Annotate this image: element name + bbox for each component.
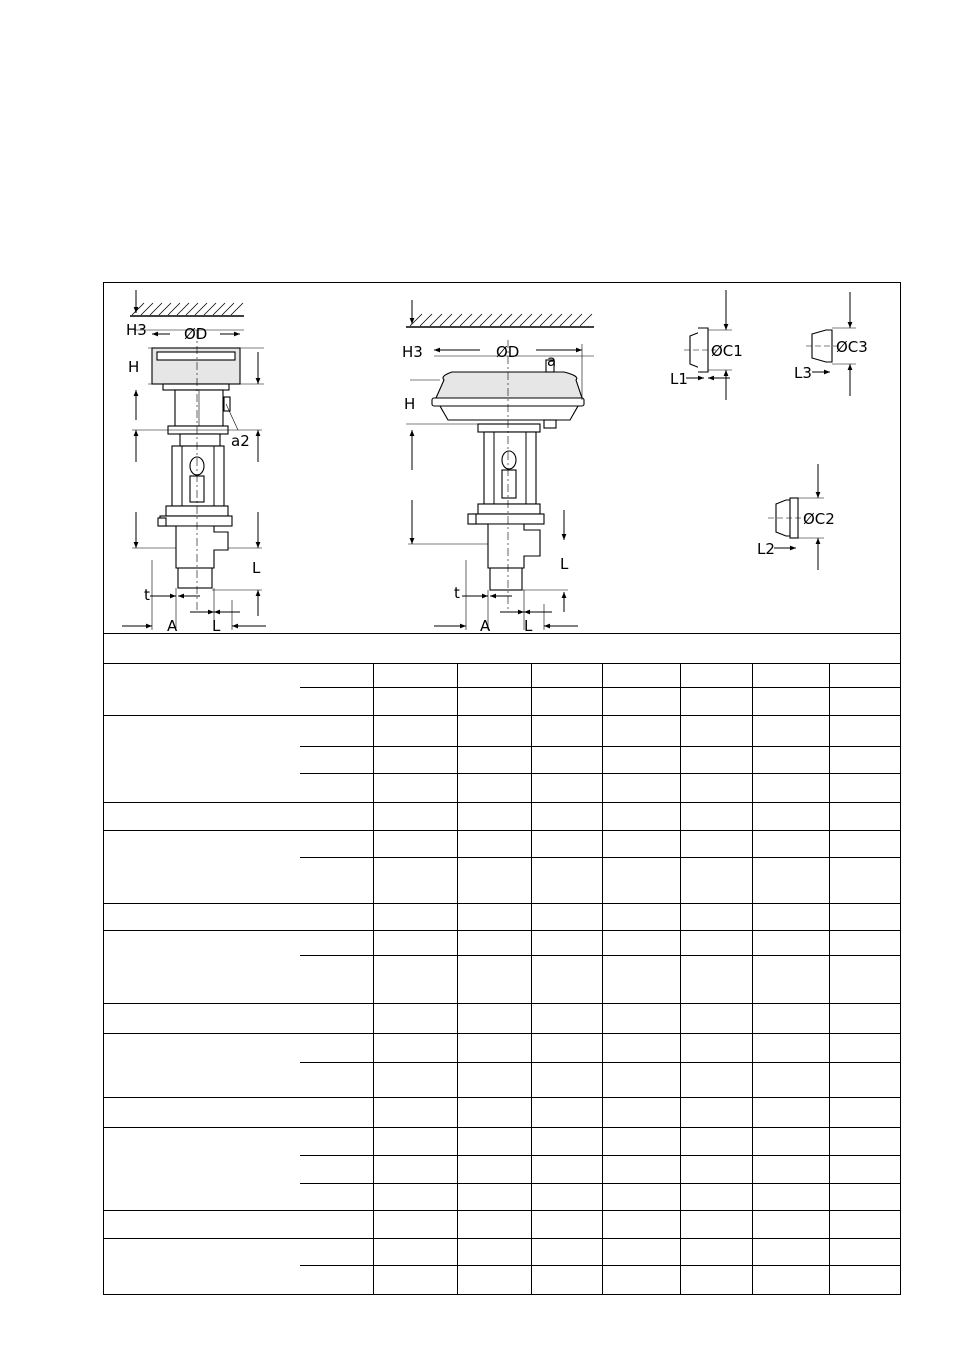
label-l-bottom: L — [212, 617, 221, 635]
label-a: A — [167, 617, 178, 635]
valve-body-right — [488, 524, 540, 568]
label-t-right: t — [454, 584, 460, 602]
label-h-right: H — [404, 395, 416, 413]
label-l2: L2 — [757, 540, 775, 558]
label-h3-right: H3 — [402, 343, 423, 361]
label-l-side: L — [252, 559, 261, 577]
diaphragm-housing — [436, 372, 582, 398]
valve-drawing-diaphragm-actuator — [402, 300, 594, 635]
valve-body — [176, 526, 228, 568]
label-l-bottom-right: L — [524, 617, 533, 635]
valve-drawing-piston-actuator — [122, 290, 266, 635]
ceiling-hatch-right — [406, 300, 594, 327]
label-a-offset: a — [547, 352, 557, 370]
label-l3: L3 — [794, 364, 812, 382]
connection-c1-detail — [670, 290, 743, 400]
label-c3: ØC3 — [836, 338, 868, 356]
label-t: t — [144, 586, 150, 604]
label-h3: H3 — [126, 321, 147, 339]
label-a2: a2 — [231, 432, 250, 450]
label-c1: ØC1 — [711, 342, 743, 360]
label-a-right: A — [480, 617, 491, 635]
label-h: H — [128, 358, 140, 376]
label-diameter-d-right: ØD — [496, 343, 520, 361]
connection-c3-detail — [794, 292, 868, 396]
ceiling-hatch-left — [130, 290, 244, 316]
label-l1: L1 — [670, 370, 688, 388]
label-l-side-right: L — [560, 555, 569, 573]
label-c2: ØC2 — [803, 510, 835, 528]
label-diameter-d: ØD — [184, 325, 208, 343]
connection-c2-detail — [757, 464, 835, 570]
